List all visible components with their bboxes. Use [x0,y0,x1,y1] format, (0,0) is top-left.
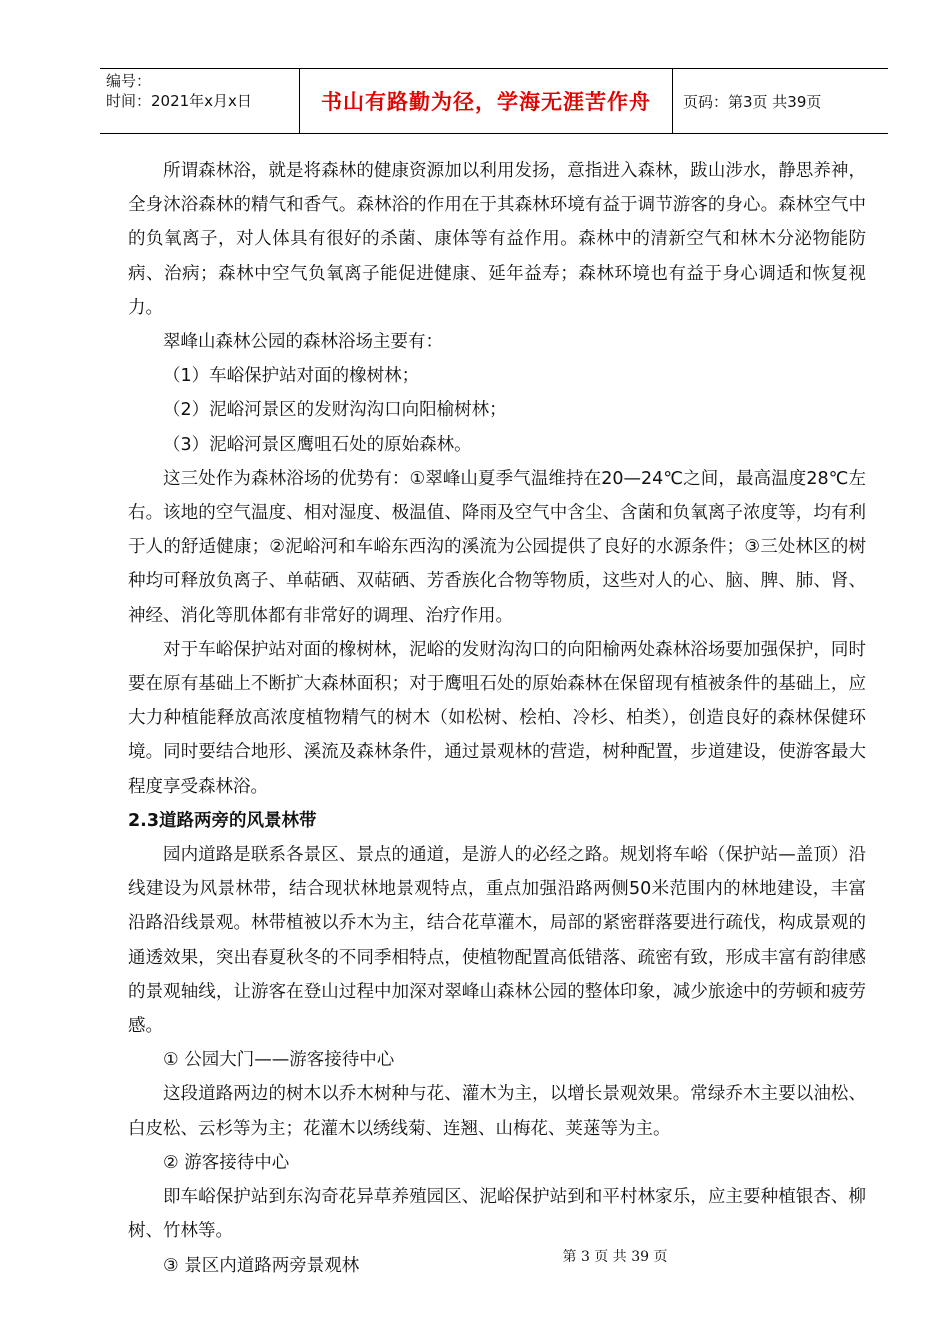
subheading-visitor-center: ② 游客接待中心 [163,1152,290,1173]
footer-page-number: 第 3 页 共 39 页 [562,1249,668,1265]
section-heading-2-3: 2.3道路两旁的风景林带 [128,810,317,831]
page-header [100,68,888,134]
paragraph-bath-sites-title: 翠峰山森林公园的森林浴场主要有： [163,332,443,353]
subheading-scenic-road: ③ 景区内道路两旁景观林 [163,1255,360,1276]
subheading-gate-to-center: ① 公园大门——游客接待中心 [163,1050,395,1071]
list-item-site-3: （3）泥峪河景区鹰咀石处的原始森林。 [163,434,472,455]
page-footer [0,1246,950,1266]
paragraph-site-advantages: 这三处作为森林浴场的优势有：①翠峰山夏季气温维持在20—24℃之间，最高温度28℃左右。该地的空气温度、相对湿度、极温值、降雨及空气中含尘、含菌和负氧离子浓度等，均有利于人的舒适健康；②泥峪河和车峪东西沟的溪流为公园提供了良好的水源条件；③三处林区的树种均可释放负离子、单萜硒、双萜硒、芳香族化合物等物质，这些对人的心、脑、脾、肺、肾、神经、消化等肌体都有非常好的调理、治疗作用。 [128,468,867,626]
header-motto: 书山有路勤为径，学海无涯苦作舟 [300,69,673,133]
document-body [128,154,866,1283]
document-time-label: 时间：2021年x月x日 [106,92,252,110]
paragraph-site-protection: 对于车峪保护站对面的橡树林，泥峪的发财沟沟口的向阳榆两处森林浴场要加强保护，同时要在原有基础上不断扩大森林面积；对于鹰咀石处的原始森林在保留现有植被条件的基础上，应大力种植能释放高浓度植物精气的树木（如松树、桧柏、冷杉、柏类），创造良好的森林保健环境。同时要结合地形、溪流及森林条件，通过景观林的营造，树种配置，步道建设，使游客最大程度享受森林浴。 [128,639,866,797]
list-item-site-2: （2）泥峪河景区的发财沟沟口向阳榆树林； [163,400,507,421]
paragraph-road-landscape: 园内道路是联系各景区、景点的通道，是游人的必经之路。规划将车峪（保护站—盖顶）沿线建设为风景林带，结合现状林地景观特点，重点加强沿路两侧50米范围内的林地建设，丰富沿路沿线景观。林带植被以乔木为主，结合花草灌木，局部的紧密群落要进行疏伐，构成景观的通透效果，突出春夏秋冬的不同季相特点，使植物配置高低错落、疏密有致，形成丰富有韵律感的景观轴线，让游客在登山过程中加深对翠峰山森林公园的整体印象，减少旅途中的劳顿和疲劳感。 [128,845,866,1037]
paragraph-forest-bath-intro: 所谓森林浴，就是将森林的健康资源加以利用发扬，意指进入森林，跋山涉水，静思养神，全身沐浴森林的精气和香气。森林浴的作用在于其森林环境有益于调节游客的身心。森林空气中的负氧离子，对人体具有很好的杀菌、康体等有益作用。森林中的清新空气和林木分泌物能防病、治病；森林中空气负氧离子能促进健康、延年益寿；森林环境也有益于身心调适和恢复视力。 [128,161,866,318]
paragraph-gate-trees: 这段道路两边的树木以乔木树种与花、灌木为主，以增长景观效果。常绿乔木主要以油松、白皮松、云杉等为主；花灌木以绣线菊、连翘、山梅花、荚蒾等为主。 [128,1084,866,1139]
list-item-site-1: （1）车峪保护站对面的橡树林； [163,366,420,387]
document-id-label: 编号： [106,72,152,90]
header-page-number: 页码：第3页 共39页 [683,92,822,111]
header-meta [100,69,300,133]
paragraph-visitor-center-trees: 即车峪保护站到东沟奇花异草养殖园区、泥峪保护站到和平村林家乐，应主要种植银杏、柳树、竹林等。 [128,1187,866,1242]
